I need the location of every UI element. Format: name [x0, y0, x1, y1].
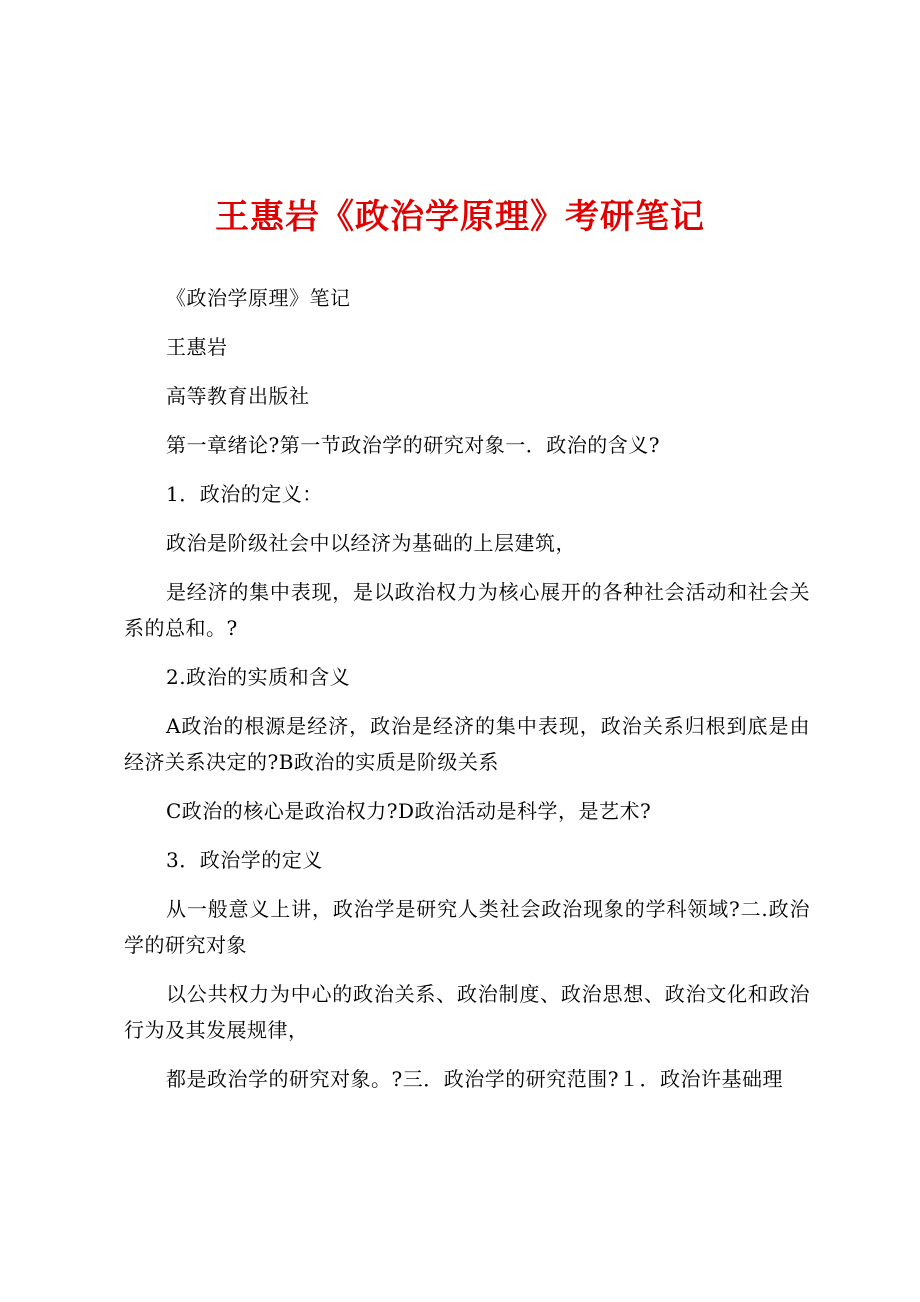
document-body [124, 280, 810, 1110]
paragraph: 以公共权力为中心的政治关系、政治制度、政治思想、政治文化和政治行为及其发展规律， [124, 982, 810, 1042]
paragraph: 3．政治学的定义 [166, 848, 323, 872]
paragraph: A政治的根源是经济，政治是经济的集中表现，政治关系归根到底是由经济关系决定的?B政治的实质是阶级关系 [124, 714, 810, 774]
paragraph: 是经济的集中表现，是以政治权力为核心展开的各种社会活动和社会关系的总和。? [124, 580, 810, 640]
document-title: 王惠岩《政治学原理》考研笔记 [215, 197, 705, 237]
paragraph: 1．政治的定义： [166, 482, 323, 506]
paragraph: 《政治学原理》笔记 [166, 286, 351, 310]
paragraph: 政治是阶级社会中以经济为基础的上层建筑， [166, 531, 576, 555]
paragraph: 王惠岩 [166, 335, 228, 359]
paragraph: 高等教育出版社 [166, 384, 310, 408]
paragraph: C政治的核心是政治权力?D政治活动是科学，是艺术? [166, 799, 652, 823]
paragraph: 从一般意义上讲，政治学是研究人类社会政治现象的学科领域?二.政治学的研究对象 [124, 897, 810, 957]
paragraph: 都是政治学的研究对象。?三．政治学的研究范围?１．政治许基础理 [166, 1067, 783, 1091]
paragraph: 2.政治的实质和含义 [166, 665, 351, 689]
paragraph: 第一章绪论?第一节政治学的研究对象一．政治的含义? [166, 433, 660, 457]
